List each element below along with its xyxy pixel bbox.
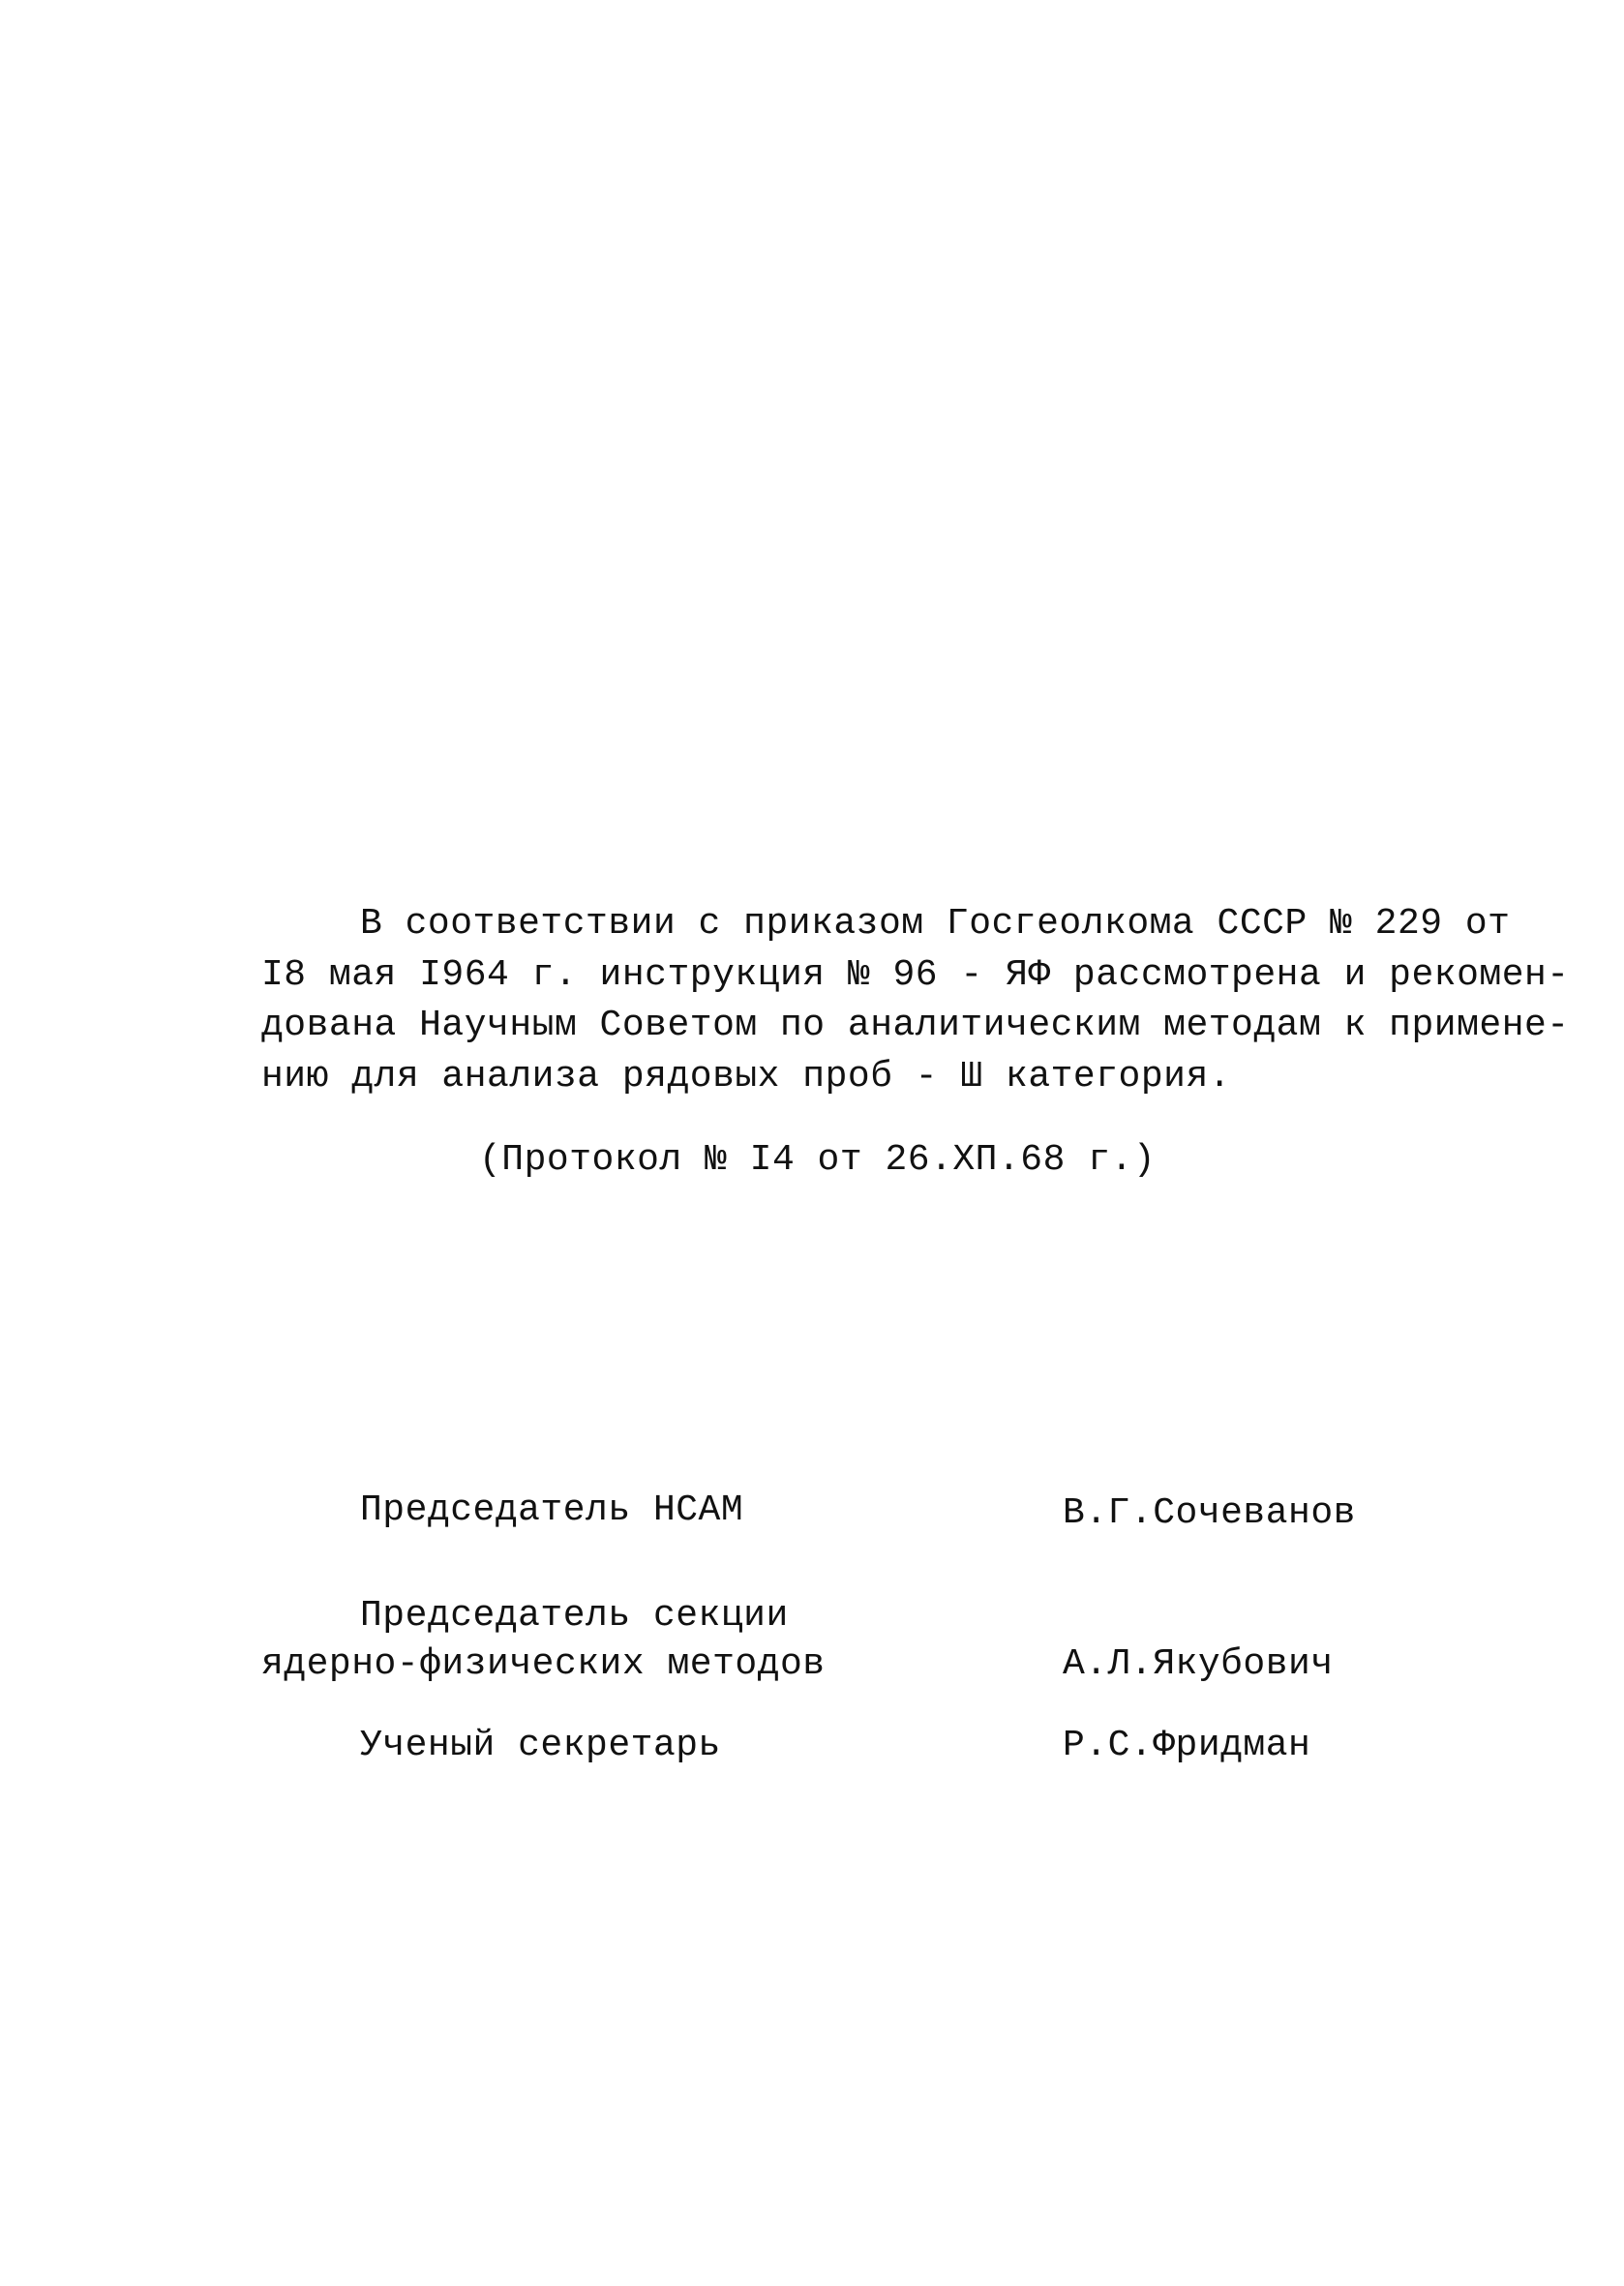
paragraph-line: дована Научным Советом по аналитическим методам к примене- [261, 1005, 1570, 1046]
paragraph-line: нию для анализа рядовых проб - Ш категория. [261, 1056, 1232, 1098]
signatory-name: А.Л.Якубович [1063, 1643, 1334, 1685]
signatory-name: Р.С.Фридман [1063, 1725, 1311, 1766]
signatory-title: ядерно-физических методов [261, 1643, 826, 1685]
paragraph-line: I8 мая I964 г. инструкция № 96 - ЯФ рассмотрена и рекомен- [261, 954, 1570, 996]
protocol-reference: (Протокол № I4 от 26.ХП.68 г.) [479, 1139, 1157, 1181]
paragraph-line: В соответствии с приказом Госгеолкома СССР № 229 от [360, 903, 1511, 945]
signatory-title: Председатель НСАМ [360, 1489, 744, 1531]
signatory-title: Ученый секретарь [360, 1725, 721, 1766]
signatory-title: Председатель секции [360, 1595, 789, 1637]
signatory-name: В.Г.Сочеванов [1063, 1492, 1356, 1534]
